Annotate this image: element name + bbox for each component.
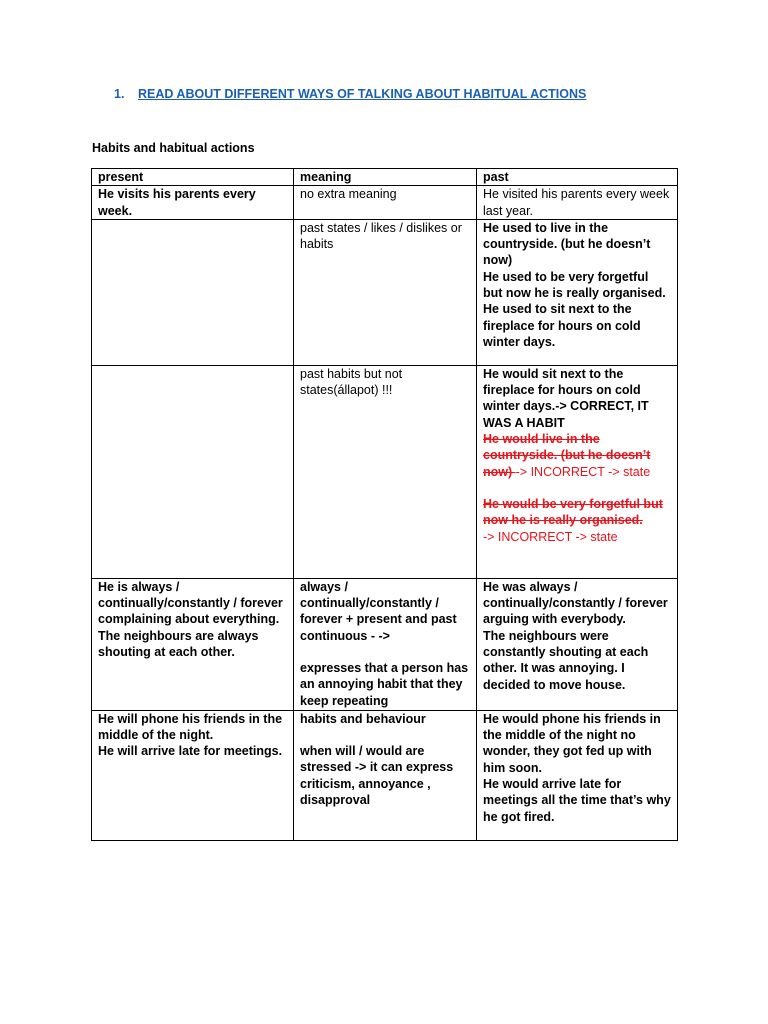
- table-header-row: [92, 169, 678, 186]
- header-meaning: meaning: [294, 169, 477, 186]
- table-row: [92, 710, 678, 840]
- row4-past: He was always / continually/constantly / forever arguing with everybody. The neighbours were constantly shouting at each other. It was annoying. I decided to move house.: [477, 578, 678, 710]
- habits-table: [91, 168, 678, 841]
- row2-past: He used to live in the countryside. (but he doesn’t now) He used to be very forgetful but now he is really organised. He used to sit next to the fireplace for hours on cold winter days.: [477, 219, 678, 365]
- section-heading: [114, 86, 586, 102]
- row3-present: [92, 365, 294, 578]
- table-row: [92, 219, 678, 365]
- section-number: 1.: [114, 87, 125, 101]
- row1-present: He visits his parents every week.: [92, 186, 294, 220]
- row1-past: He visited his parents every week last year.: [477, 186, 678, 220]
- header-past: past: [477, 169, 678, 186]
- section-heading-link[interactable]: READ ABOUT DIFFERENT WAYS OF TALKING ABOUT HABITUAL ACTIONS: [138, 87, 587, 101]
- row2-present: [92, 219, 294, 365]
- header-present: present: [92, 169, 294, 186]
- row5-present: He will phone his friends in the middle of the night. He will arrive late for meetings.: [92, 710, 294, 840]
- table-row: [92, 578, 678, 710]
- row1-meaning: no extra meaning: [294, 186, 477, 220]
- row5-meaning: habits and behaviour when will / would are stressed -> it can express criticism, annoyance , disapproval: [294, 710, 477, 840]
- row5-past: He would phone his friends in the middle of the night no wonder, they got fed up with him soon. He would arrive late for meetings all the time that’s why he got fired.: [477, 710, 678, 840]
- row4-present: He is always / continually/constantly / forever complaining about everything. The neighbours are always shouting at each other.: [92, 578, 294, 710]
- table-title: Habits and habitual actions: [92, 141, 255, 155]
- row3-past: He would sit next to the fireplace for hours on cold winter days.-> CORRECT, IT WAS A HABIT He would live in the countryside. (but he doesn’t now) -> INCORRECT -> state He would be very forgetful but now he is really organised. -> INCORRECT -> state: [477, 365, 678, 578]
- row3-meaning: past habits but not states(állapot) !!!: [294, 365, 477, 578]
- table-row: [92, 186, 678, 220]
- row4-meaning: always / continually/constantly / forever + present and past continuous - -> expresses that a person has an annoying habit that they keep repeating: [294, 578, 477, 710]
- row2-meaning: past states / likes / dislikes or habits: [294, 219, 477, 365]
- table-row: [92, 365, 678, 578]
